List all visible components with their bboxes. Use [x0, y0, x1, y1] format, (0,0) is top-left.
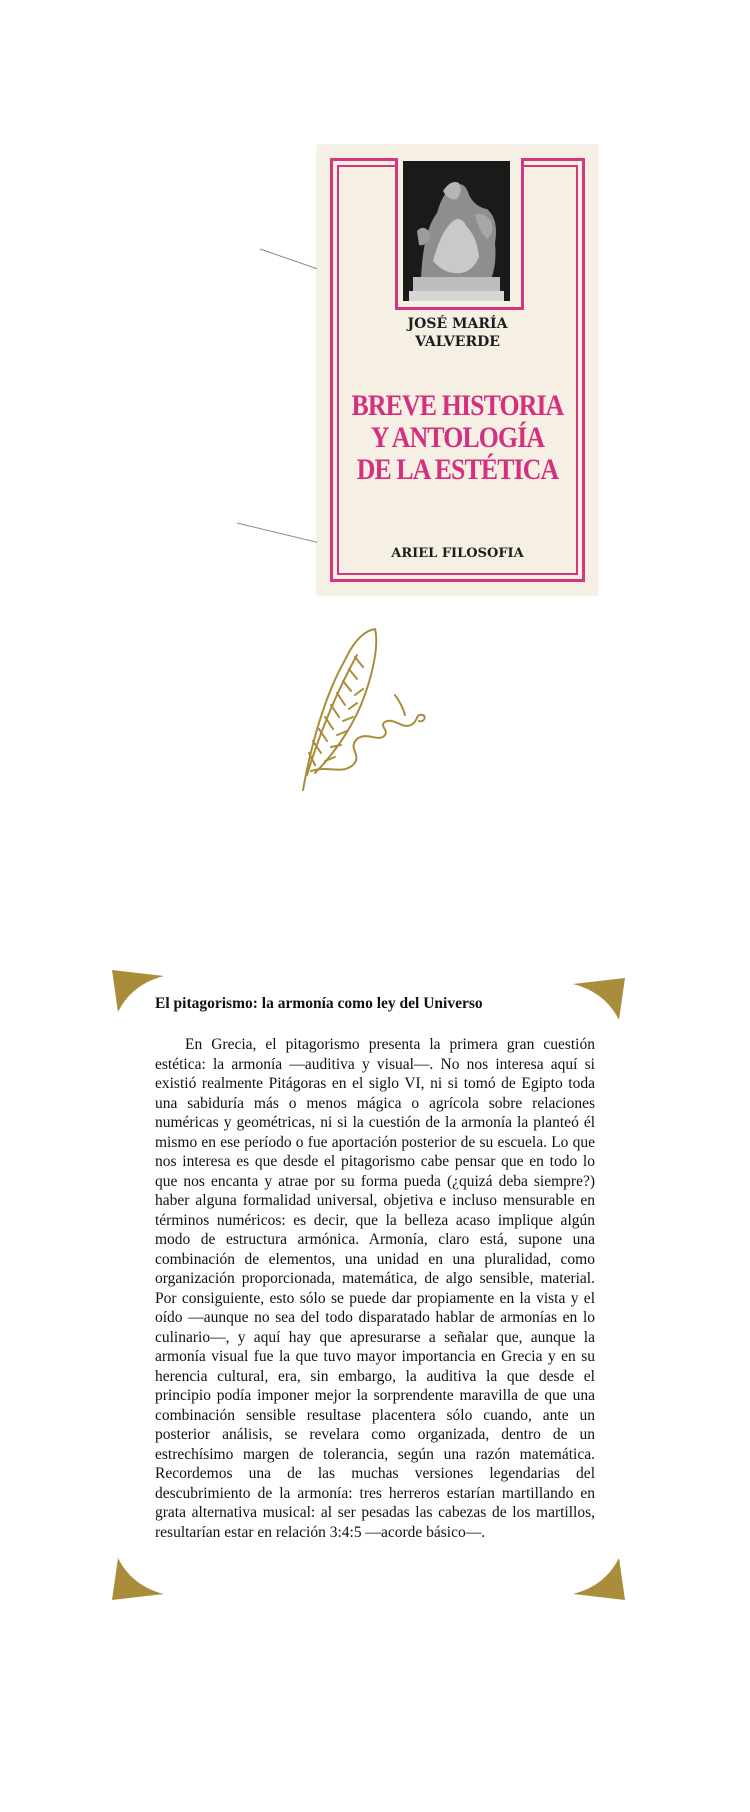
cover-title-line1: BREVE HISTORIA: [351, 389, 564, 422]
text-page: [110, 970, 625, 1600]
cover-author: [317, 315, 598, 351]
corner-ornament-bottom-right-icon: [573, 1558, 625, 1600]
body-paragraph: En Grecia, el pitagorismo presenta la primera gran cuestión estética: la armonía —auditiva y visual—. No nos interesa aquí si existió realmente Pitágoras en el siglo VI, ni si tomó de Egipto toda una sabiduría más o menos mágica o agrícola sobre relaciones numéricas y geométricas, ni si la cuestión de la armonía la planteó él mismo en ese período o fue aportación posterior de su escuela. Lo que nos interesa es que desde el pitagorismo cabe pensar que en todo lo que nos encanta y atrae por su forma pueda (¿quizá deba siempre?) haber alguna formalidad universal, objetiva e incluso mensurable en términos numéricos: es decir, que la belleza acaso implique algún modo de estructura armónica. Armonía, claro está, supone una combinación de elementos, una unidad en una pluralidad, como organización proporcionada, matemática, de algo sensible, material. Por consiguiente, esto sólo se puede dar propiamente en la vista y el oído —aunque no sea del todo disparatado hablar de armonías en lo culinario—, y aquí hay que apresurarse a señalar que, aunque la armonía visual fue la que tuvo mayor importancia en Grecia y en su herencia cultural, era, sin embargo, la auditiva la que desde el principio podía imponer mejor la sorprendente maravilla de que una combinación sensible resultase placentera sólo cuando, ante un posterior análisis, se revelara como organizada, dentro de un estrechísimo margen de tolerancia, según una razón matemática. Recordemos una de las muchas versiones legendarias del descubrimiento de la armonía: tres herreros estarían martillando en grata alternativa musical: al ser pesadas las cabezas de los martillos, resultarían estar en relación 3:4:5 —acorde básico—.: [155, 1036, 595, 1541]
sculpture-photo: [403, 161, 510, 301]
cover-title-line3: DE LA ESTÉTICA: [356, 453, 559, 486]
corner-ornament-bottom-left-icon: [112, 1558, 164, 1600]
cover-publisher: ARIEL FILOSOFIA: [391, 546, 524, 561]
quill-pen-icon: [295, 625, 445, 795]
book-cover: [317, 145, 598, 595]
cover-author-line2: VALVERDE: [415, 334, 500, 350]
cover-author-line1: JOSÉ MARÍA: [407, 316, 508, 332]
section-title: El pitagorismo: la armonía como ley del Universo: [155, 995, 483, 1012]
cover-title-line2: Y ANTOLOGÍA: [370, 421, 545, 454]
cover-title: [337, 390, 579, 486]
